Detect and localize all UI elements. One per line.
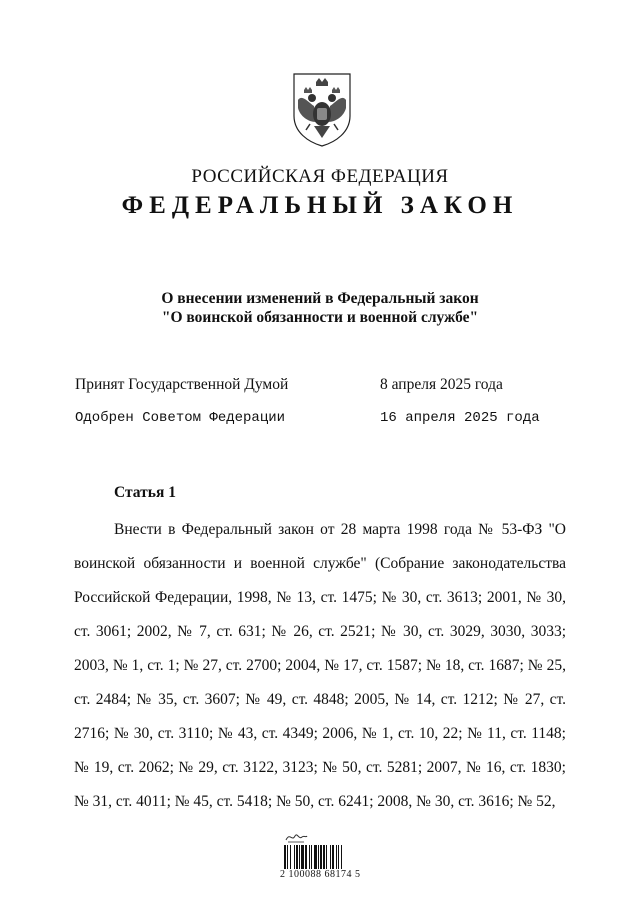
barcode-bar bbox=[314, 845, 317, 869]
adoption-label-council: Одобрен Советом Федерации bbox=[75, 410, 286, 426]
barcode-bar bbox=[320, 845, 322, 869]
barcode-bar bbox=[309, 845, 310, 869]
barcode-bar bbox=[336, 845, 337, 869]
barcode-bar bbox=[330, 845, 331, 869]
barcode-bar bbox=[301, 845, 304, 869]
signature-mark-icon bbox=[284, 830, 308, 844]
adoption-date-duma: 8 апреля 2025 года bbox=[380, 376, 503, 393]
law-title-line-2: "О воинской обязанности и военной службе" bbox=[161, 309, 479, 326]
barcode-bar bbox=[294, 845, 295, 869]
barcode-bar bbox=[311, 845, 312, 869]
barcode-bar bbox=[338, 845, 339, 869]
article-heading: Статья 1 bbox=[114, 484, 176, 501]
barcode-bar bbox=[323, 845, 325, 869]
barcode-bar bbox=[290, 845, 291, 869]
barcode-bar bbox=[287, 845, 288, 869]
law-title-line-1: О внесении изменений в Федеральный закон bbox=[161, 290, 479, 307]
barcode-number: 2 100088 68174 5 bbox=[280, 869, 361, 880]
barcode-bar bbox=[296, 845, 298, 869]
coat-of-arms-icon bbox=[290, 72, 354, 148]
adoption-date-council: 16 апреля 2025 года bbox=[380, 410, 540, 426]
country-name: РОССИЙСКАЯ ФЕДЕРАЦИЯ bbox=[191, 166, 449, 187]
document-type: ФЕДЕРАЛЬНЫЙ ЗАКОН bbox=[121, 192, 519, 219]
barcode-bar bbox=[318, 845, 319, 869]
barcode-bar bbox=[299, 845, 300, 869]
barcode-bar bbox=[332, 845, 334, 869]
adoption-label-duma: Принят Государственной Думой bbox=[75, 376, 289, 393]
barcode-icon bbox=[284, 845, 362, 871]
barcode-bar bbox=[326, 845, 327, 869]
barcode-bar bbox=[284, 845, 286, 869]
law-title bbox=[0, 289, 640, 327]
article-body-text: Внести в Федеральный закон от 28 марта 1998 года № 53-ФЗ "О воинской обязанности и военной службе" (Собрание законодательства Российской Федерации, 1998, № 13, ст. 1475; № 30, ст. 3613; 2001, № 30, ст. 3061; 2002, № 7, ст. 631; № 26, ст. 2521; № 30, ст. 3029, 3030, 3033; 2003, № 1, ст. 1; № 27, ст. 2700; 2004, № 17, ст. 1587; № 18, ст. 1687; № 25, ст. 2484; № 35, ст. 3607; № 49, ст. 4848; 2005, № 14, ст. 1212; № 27, ст. 2716; № 30, ст. 3110; № 43, ст. 4349; 2006, № 1, ст. 10, 22; № 11, ст. 1148; № 19, ст. 2062; № 29, ст. 3122, 3123; № 50, ст. 5281; 2007, № 16, ст. 1830; № 31, ст. 4011; № 45, ст. 5418; № 50, ст. 6241; 2008, № 30, ст. 3616; № 52, bbox=[74, 521, 566, 810]
barcode-bar bbox=[341, 845, 342, 869]
barcode-bar bbox=[305, 845, 307, 869]
